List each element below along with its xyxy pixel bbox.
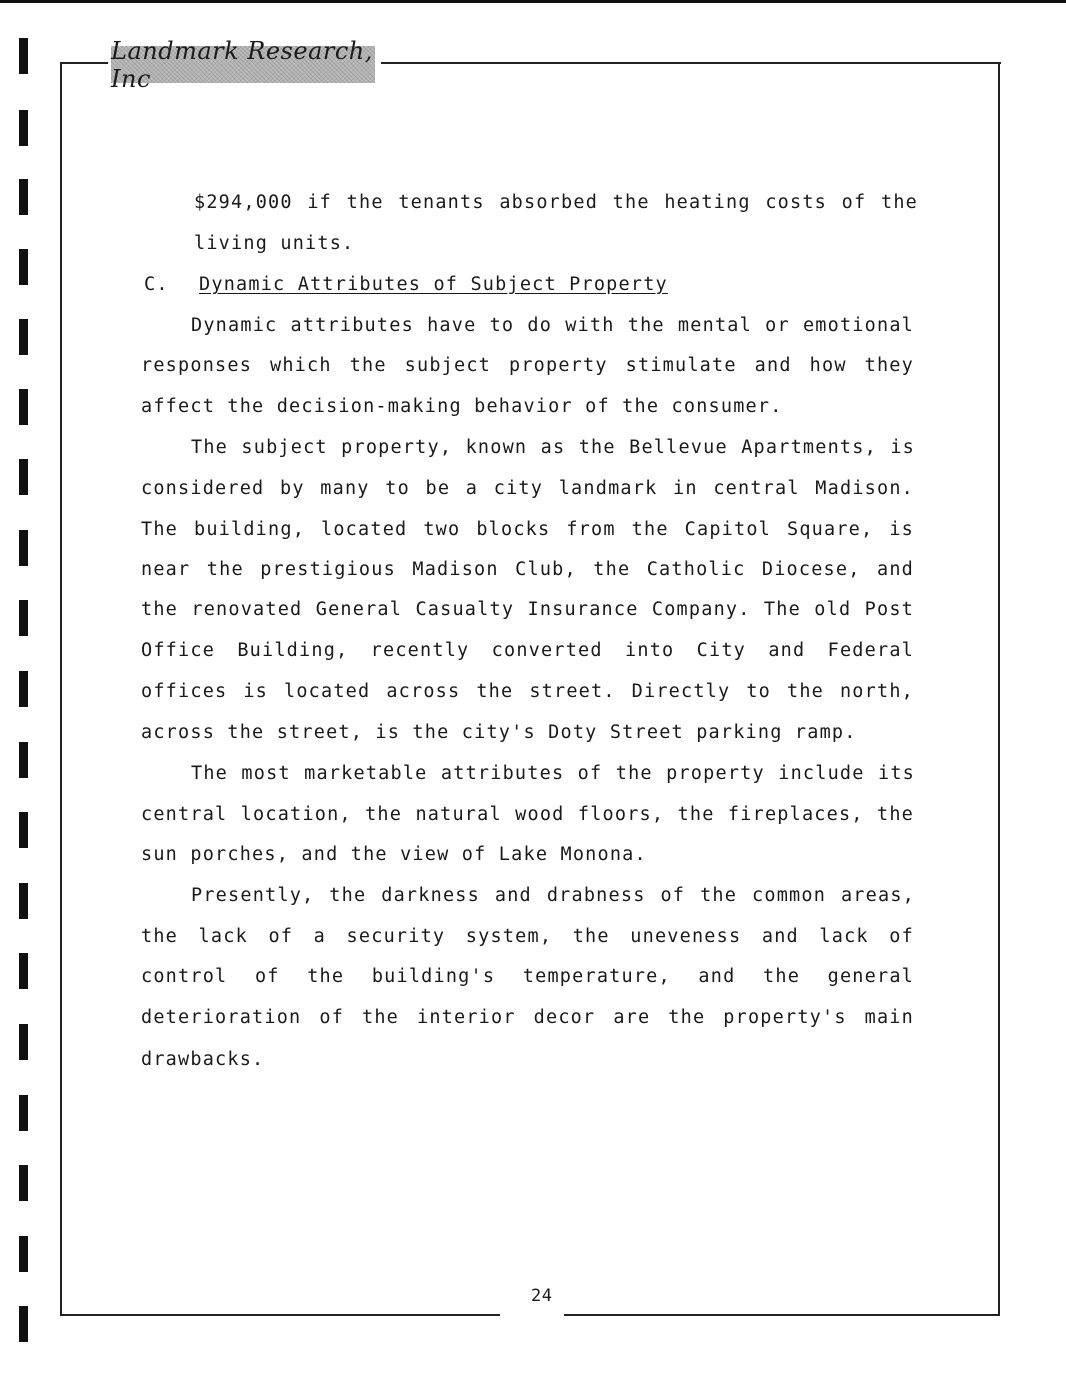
body-line: The building, located two blocks from the Capitol Square, is (141, 519, 914, 540)
body-line: control of the building's temperature, and the general (141, 966, 914, 987)
binding-mark (19, 530, 28, 566)
binding-mark (19, 389, 28, 425)
section-heading (144, 273, 668, 297)
body-line: The subject property, known as the Bellevue Apartments, is (191, 437, 915, 458)
body-line: Dynamic attributes have to do with the mental or emotional (191, 315, 914, 336)
binding-mark (19, 812, 28, 848)
binding-marks (19, 38, 29, 1358)
binding-mark (19, 953, 28, 989)
body-line: drawbacks. (141, 1049, 265, 1070)
binding-mark (19, 38, 28, 74)
binding-mark (19, 1306, 28, 1342)
body-line: Presently, the darkness and drabness of the common areas, (191, 885, 915, 906)
binding-mark (19, 319, 28, 355)
section-title: Dynamic Attributes of Subject Property (199, 274, 668, 295)
company-logo (111, 36, 375, 93)
frame-top-rule-left (60, 62, 108, 64)
body-line: sun porches, and the view of Lake Monona. (141, 844, 647, 865)
frame-bottom-gap (500, 1310, 564, 1320)
body-line: living units. (194, 233, 355, 254)
frame-top-rule-right (381, 62, 1001, 64)
binding-mark (19, 1236, 28, 1272)
binding-mark (19, 1095, 28, 1131)
binding-mark (19, 1024, 28, 1060)
body-line: across the street, is the city's Doty Street parking ramp. (141, 722, 857, 743)
body-line: The most marketable attributes of the property include its (191, 763, 915, 784)
body-line: deterioration of the interior decor are the property's main (141, 1007, 914, 1028)
body-line: $294,000 if the tenants absorbed the heating costs of the (194, 192, 918, 213)
body-line: the lack of a security system, the uneveness and lack of (141, 926, 914, 947)
page-number: 24 (531, 1286, 553, 1306)
binding-mark (19, 249, 28, 285)
top-edge-rule (0, 0, 1066, 3)
binding-mark (19, 883, 28, 919)
body-line: offices is located across the street. Directly to the north, (141, 681, 914, 702)
binding-mark (19, 459, 28, 495)
binding-mark (19, 671, 28, 707)
body-line: near the prestigious Madison Club, the Catholic Diocese, and (141, 559, 914, 580)
binding-mark (19, 1165, 28, 1201)
binding-mark (19, 110, 28, 146)
section-letter: C. (144, 274, 169, 295)
binding-mark (19, 600, 28, 636)
body-line: affect the decision-making behavior of the consumer. (141, 396, 783, 417)
binding-mark (19, 179, 28, 215)
binding-mark (19, 742, 28, 778)
body-line: central location, the natural wood floors, the fireplaces, the (141, 804, 914, 825)
body-line: considered by many to be a city landmark in central Madison. (141, 478, 914, 499)
body-line: responses which the subject property stimulate and how they (141, 355, 914, 376)
body-line: Office Building, recently converted into City and Federal (141, 640, 914, 661)
logo-text: Landmark Research, Inc (111, 36, 373, 93)
body-line: the renovated General Casualty Insurance Company. The old Post (141, 599, 914, 620)
